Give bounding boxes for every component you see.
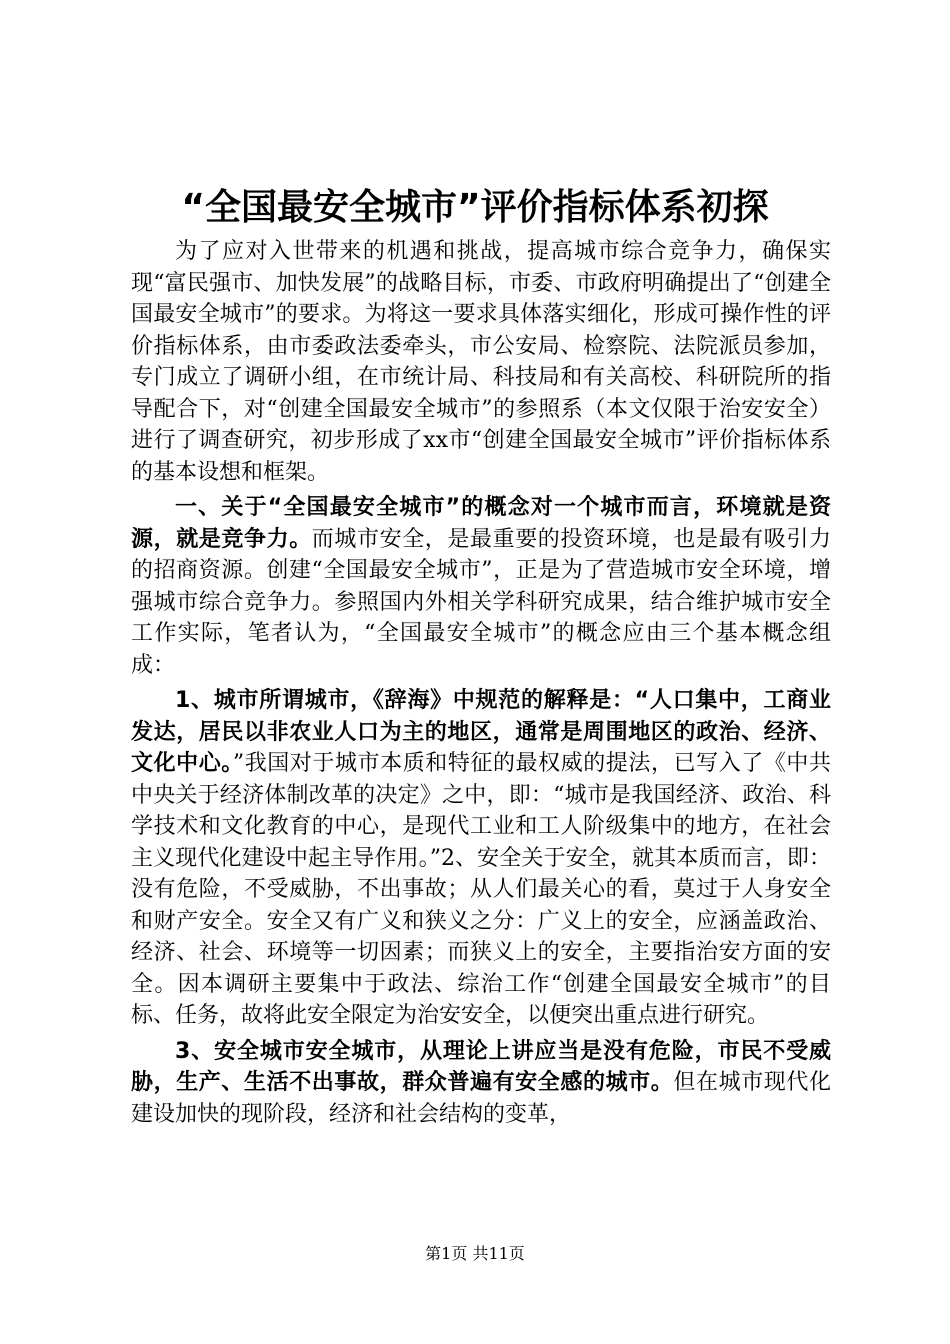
paragraph-lead: 一、关于“全国最安全城市”的概念对一个城市而言，环境就是资源，就是竞争力。 (131, 495, 831, 552)
paragraph-text: 但在城市现代化建设加快的现阶段，经济和社会结构的变革， (131, 1070, 831, 1127)
paragraph-intro (131, 236, 831, 488)
paragraph-city-definition (131, 685, 831, 1032)
paragraph-safe-city (131, 1036, 831, 1131)
document-body (131, 236, 831, 1130)
paragraph-text: 为了应对入世带来的机遇和挑战，提高城市综合竞争力，确保实现“富民强市、加快发展”的战略目标，市委、市政府明确提出了“创建全国最安全城市”的要求。为将这一要求具体落实细化，形成可操作性的评价指标体系，由市委政法委牵头，市公安局、检察院、法院派员参加，专门成立了调研小组，在市统计局、科技局和有关高校、科研院所的指导配合下，对“创建全国最安全城市”的参照系（本文仅限于治安安全）进行了调查研究，初步形成了xx市“创建全国最安全城市”评价指标体系的基本设想和框架。 (131, 239, 831, 485)
page-number-footer: 第1页 共11页 (425, 1244, 525, 1263)
paragraph-text: ”我国对于城市本质和特征的最权威的提法，已写入了《中共中央关于经济体制改革的决定》之中，即：“城市是我国经济、政治、科学技术和文化教育的中心，是现代工业和工人阶级集中的地方，在社会主义现代化建设中起主导作用。”2、安全关于安全，就其本质而言，即：没有危险，不受威胁，不出事故；从人们最关心的看，莫过于人身安全和财产安全。安全又有广义和狭义之分：广义上的安全，应涵盖政治、经济、社会、环境等一切因素；而狭义上的安全，主要指治安方面的安全。因本调研主要集中于政法、综治工作“创建全国最安全城市”的目标、任务，故将此安全限定为治安安全，以便突出重点进行研究。 (131, 751, 831, 1028)
paragraph-text: 而城市安全，是最重要的投资环境，也是最有吸引力的招商资源。创建“全国最安全城市”，正是为了营造城市安全环境，增强城市综合竞争力。参照国内外相关学科研究成果，结合维护城市安全工作实际，笔者认为，“全国最安全城市”的概念应由三个基本概念组成： (131, 526, 831, 678)
paragraph-section-1 (131, 492, 831, 681)
document-title: “全国最安全城市”评价指标体系初探 (181, 187, 769, 228)
paragraph-lead: 3、安全城市安全城市，从理论上讲应当是没有危险，市民不受威胁，生产、生活不出事故，群众普遍有安全感的城市。 (131, 1038, 831, 1095)
paragraph-lead: 1、城市所谓城市，《辞海》中规范的解释是：“人口集中，工商业发达，居民以非农业人口为主的地区，通常是周围地区的政治、经济、文化中心。 (131, 688, 831, 776)
